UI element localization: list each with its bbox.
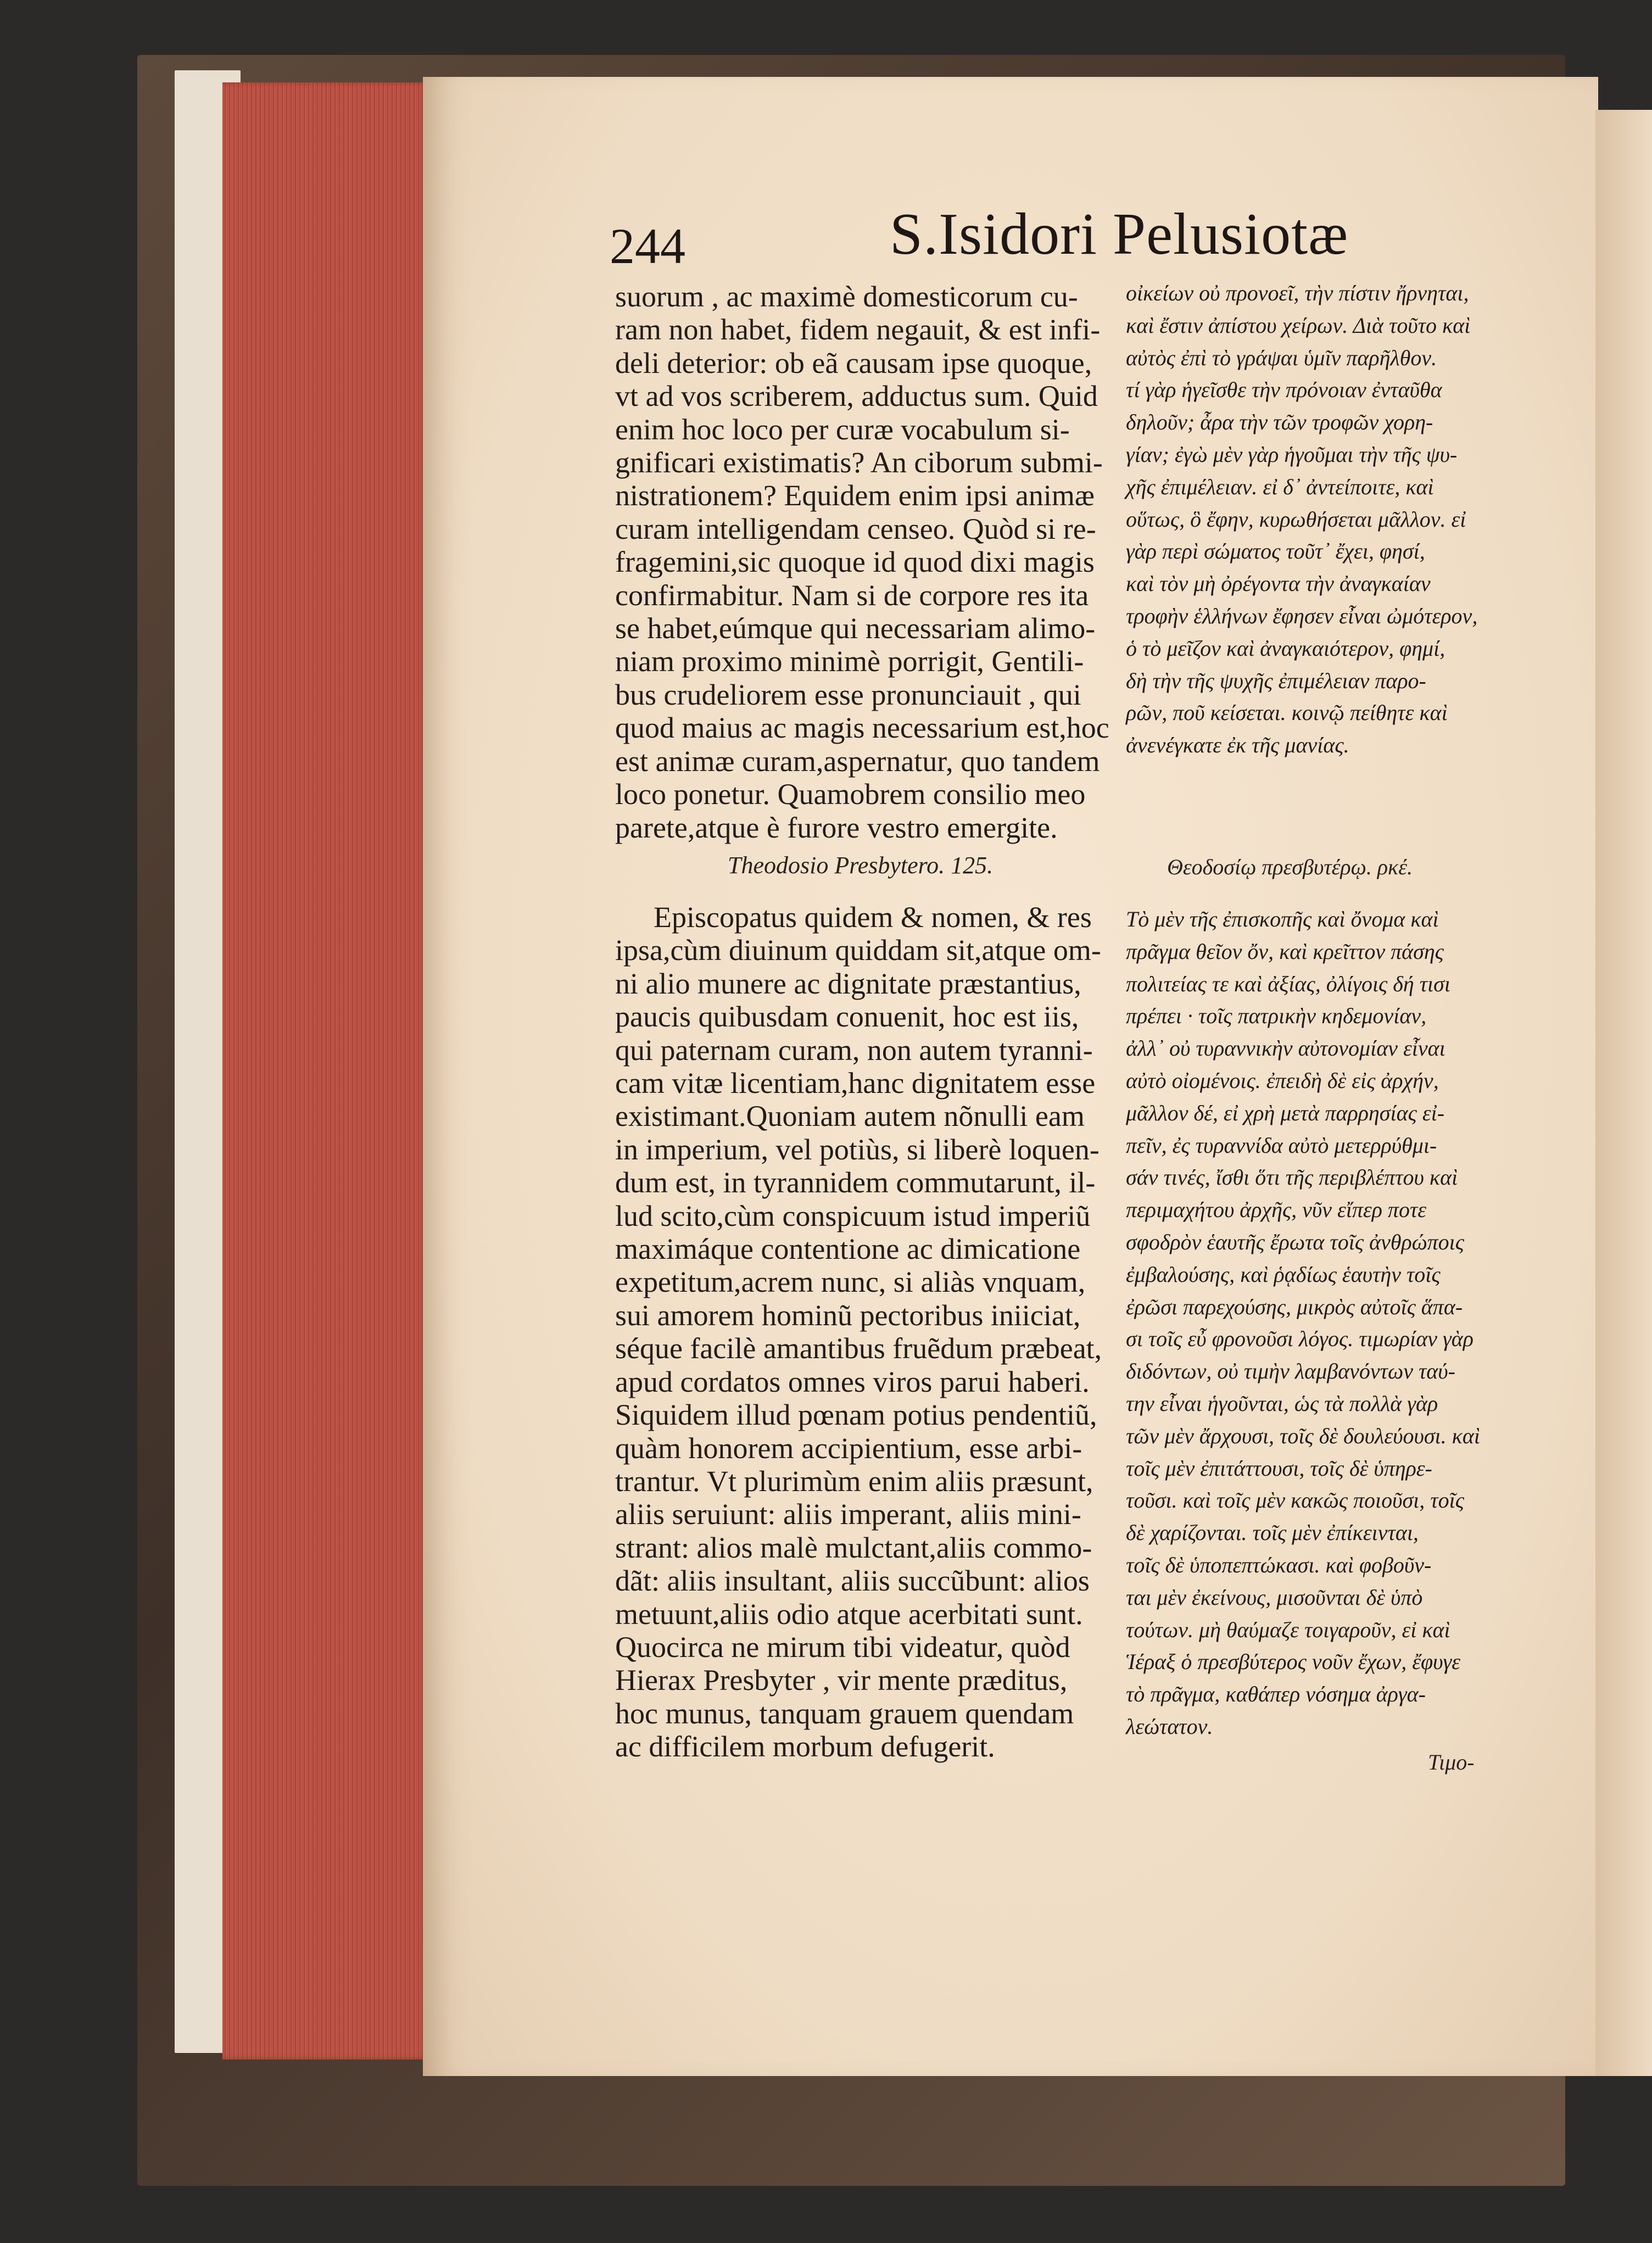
text-line: deli deterior: ob eã causam ipse quoque, [615,346,1092,380]
text-line: δηλοῦν; ἆρα τὴν τῶν τροφῶν χορη- [1126,410,1433,435]
text-line: bus crudeliorem esse pronunciauit , qui [615,678,1081,711]
text-line: γὰρ περὶ σώματος τοῦτ᾽ ἔχει, φησί, [1126,539,1425,564]
text-line: Episcopatus quidem & nomen, & res [654,901,1092,934]
text-line: apud cordatos omnes viros parui haberi. [615,1365,1090,1398]
text-line: hoc munus, tanquam grauem quendam [615,1697,1074,1730]
text-line: ἀνενέγκατε ἐκ τῆς μανίας. [1126,733,1349,758]
facing-page-edge [1595,110,1652,2076]
text-line: πρᾶγμα θεῖον ὄν, καὶ κρεῖττον πάσης [1126,939,1444,964]
text-line: περιμαχήτου ἀρχῆς, νῦν εἴπερ ποτε [1126,1197,1427,1223]
catchword: Τιμο- [1428,1750,1475,1775]
text-line: nistrationem? Equidem enim ipsi animæ [615,479,1095,512]
text-line: ac difficilem morbum defugerit. [615,1730,995,1764]
text-line: τί γὰρ ἡγεῖσθε τὴν πρόνοιαν ἐνταῦθα [1126,377,1442,403]
text-line: curam intelligendam censeo. Quòd si re- [615,512,1096,545]
text-line: πρέπει · τοῖς πατρικὴν κηδεμονίαν, [1126,1003,1427,1029]
text-line: loco ponetur. Quamobrem consilio meo [615,778,1086,811]
text-line: τὸ πρᾶγμα, καθάπερ νόσημα ἀργα- [1126,1682,1426,1707]
red-page-edges [222,82,428,2060]
text-line: σάν τινές, ἴσθι ὅτι τῆς περιβλέπτου καὶ [1126,1165,1458,1190]
latin-column-bottom [615,901,1102,1764]
text-line: Hierax Presbyter , vir mente præditus, [615,1664,1068,1697]
text-line: qui paternam curam, non autem tyranni- [615,1033,1093,1067]
text-line: gnificari existimatis? An ciborum submi- [615,446,1103,479]
text-line: δὴ τὴν τῆς ψυχῆς ἐπιμέλειαν παρο- [1126,668,1426,693]
text-line: ἐρῶσι παρεχούσης, μικρὸς αὐτοῖς ἅπα- [1126,1294,1463,1319]
text-line: quod maius ac magis necessarium est,hoc [615,711,1109,745]
text-line: strant: alios malè mulctant,aliis commo- [615,1531,1092,1564]
text-line: maximáque contentione ac dimicatione [615,1232,1081,1266]
text-line: existimant.Quoniam autem nõnulli eam [615,1100,1085,1133]
text-line: suorum , ac maximè domesticorum cu- [615,280,1078,313]
text-line: vt ad vos scriberem, adductus sum. Quid [615,380,1098,413]
text-line: trantur. Vt plurimùm enim aliis præsunt, [615,1464,1093,1498]
text-line: metuunt,aliis odio atque acerbitati sunt. [615,1597,1083,1631]
text-line: ram non habet, fidem negauit, & est infi- [615,313,1101,347]
text-line: enim hoc loco per curæ vocabulum si- [615,412,1070,446]
text-line: τούτων. μὴ θαύμαζε τοιγαροῦν, εἰ καὶ [1126,1617,1450,1642]
text-line: τοῖς μὲν ἐπιτάττουσι, τοῖς δὲ ὑπηρε- [1126,1455,1432,1481]
text-line: se habet,eúmque qui necessariam alimo- [615,612,1096,645]
text-line: οὕτως, ὃ ἔφην, κυρωθήσεται μᾶλλον. εἰ [1126,506,1466,532]
greek-column-top [1126,277,1477,762]
greek-column-bottom [1126,903,1480,1743]
text-line: καὶ ἔστιν ἀπίστου χείρων. Διὰ τοῦτο καὶ [1126,313,1471,338]
text-line: την εἶναι ἡγοῦνται, ὡς τὰ πολλὰ γὰρ [1126,1391,1438,1416]
text-line: ipsa,cùm diuinum quiddam sit,atque om- [615,934,1101,967]
text-line: confirmabitur. Nam si de corpore res ita [615,578,1089,612]
text-line: χῆς ἐπιμέλειαν. εἰ δ᾽ ἀντείποιτε, καὶ [1126,474,1434,499]
text-line: expetitum,acrem nunc, si aliàs vnquam, [615,1265,1086,1299]
text-line: δὲ χαρίζονται. τοῖς μὲν ἐπίκεινται, [1126,1520,1419,1545]
text-line: niam proximo minimè porrigit, Gentili- [615,645,1084,678]
text-line: lud scito,cùm conspicuum istud imperiũ [615,1199,1091,1232]
text-line: in imperium, vel potiùs, si liberè loquen- [615,1132,1100,1166]
running-title: S.Isidori Pelusiotæ [890,202,1349,267]
text-line: σφοδρὸν ἑαυτῆς ἔρωτα τοῖς ἀνθρώποις [1126,1229,1464,1254]
text-line: est animæ curam,aspernatur, quo tandem [615,744,1100,778]
text-line: αὐτὸς ἐπὶ τὸ γράψαι ὑμῖν παρῆλθον. [1126,345,1437,370]
text-line: fragemini,sic quoque id quod dixi magis [615,545,1095,579]
text-line: διδόντων, οὐ τιμὴν λαμβανόντων ταύ- [1126,1359,1455,1384]
text-line: τῶν μὲν ἄρχουσι, τοῖς δὲ δουλεύουσι. καὶ [1126,1423,1480,1448]
text-line: Siquidem illud pœnam potius pendentiũ, [615,1398,1097,1432]
text-line: quàm honorem accipientium, esse arbi- [615,1431,1082,1465]
text-line: ρῶν, ποῦ κείσεται. κοινῷ πείθητε καὶ [1126,700,1448,726]
text-line: dum est, in tyrannidem commutarunt, il- [615,1166,1096,1199]
text-line: ὁ τὸ μεῖζον καὶ ἀναγκαιότερον, φημί, [1126,635,1446,661]
text-line: μᾶλλον δέ, εἰ χρὴ μετὰ παρρησίας εἰ- [1126,1100,1445,1125]
text-line: paucis quibusdam conuenit, hoc est iis, [615,1000,1079,1034]
greek-letter-heading: Θεοδοσίῳ πρεσβυτέρῳ. ρκέ. [1167,855,1413,879]
page-number: 244 [610,218,685,274]
text-line: τοῖς δὲ ὑποπεπτώκασι. καὶ φοβοῦν- [1126,1552,1432,1577]
latin-column-top [615,280,1109,844]
text-line: πολιτείας τε καὶ ἀξίας, ὀλίγοις δή τισι [1126,971,1450,996]
text-line: τροφὴν ἑλλήνων ἔφησεν εἶναι ὠμότερον, [1126,603,1478,628]
text-line: séque facilè amantibus fruẽdum præbeat, [615,1332,1102,1365]
text-line: dãt: aliis insultant, aliis succũbunt: alios [615,1564,1090,1598]
text-line: cam vitæ licentiam,hanc dignitatem esse [615,1067,1096,1100]
text-line: Ἱέραξ ὁ πρεσβύτερος νοῦν ἔχων, ἔφυγε [1126,1649,1460,1675]
text-line: τοῦσι. καὶ τοῖς μὲν κακῶς ποιοῦσι, τοῖς [1126,1488,1464,1513]
text-line: σι τοῖς εὖ φρονοῦσι λόγος. τιμωρίαν γὰρ [1126,1326,1474,1352]
text-line: ἀλλ᾽ οὐ τυραννικὴν αὐτονομίαν εἶναι [1126,1036,1446,1061]
text-line: λεώτατον. [1126,1714,1213,1739]
text-line: πεῖν, ἐς τυραννίδα αὐτὸ μετερρύθμι- [1126,1132,1437,1158]
text-line: οἰκείων οὐ προνοεῖ, τὴν πίστιν ἤρνηται, [1126,281,1469,305]
text-line: parete,atque è furore vestro emergite. [615,811,1058,844]
text-line: αὐτὸ οἰομένοις. ἐπειδὴ δὲ εἰς ἀρχήν, [1126,1068,1439,1093]
text-line: ni alio munere ac dignitate præstantius, [615,967,1081,1000]
text-line: γίαν; ἐγὼ μὲν γὰρ ἡγοῦμαι τὴν τῆς ψυ- [1126,442,1458,467]
text-line: ἐμβαλούσης, καὶ ῥᾳδίως ἑαυτὴν τοῖς [1126,1262,1441,1287]
text-line: ται μὲν ἐκείνους, μισοῦνται δὲ ὑπὸ [1126,1584,1423,1610]
text-line: aliis seruiunt: aliis imperant, aliis mini- [615,1498,1081,1531]
text-line: sui amorem hominũ pectoribus iniiciat, [615,1298,1081,1332]
text-line: Τὸ μὲν τῆς ἐπισκοπῆς καὶ ὄνομα καὶ [1126,907,1439,931]
text-line: καὶ τὸν μὴ ὀρέγοντα τὴν ἀναγκαίαν [1126,571,1431,596]
latin-letter-heading: Theodosio Presbytero. 125. [728,852,994,879]
text-line: Quocirca ne mirum tibi videatur, quòd [615,1630,1070,1664]
